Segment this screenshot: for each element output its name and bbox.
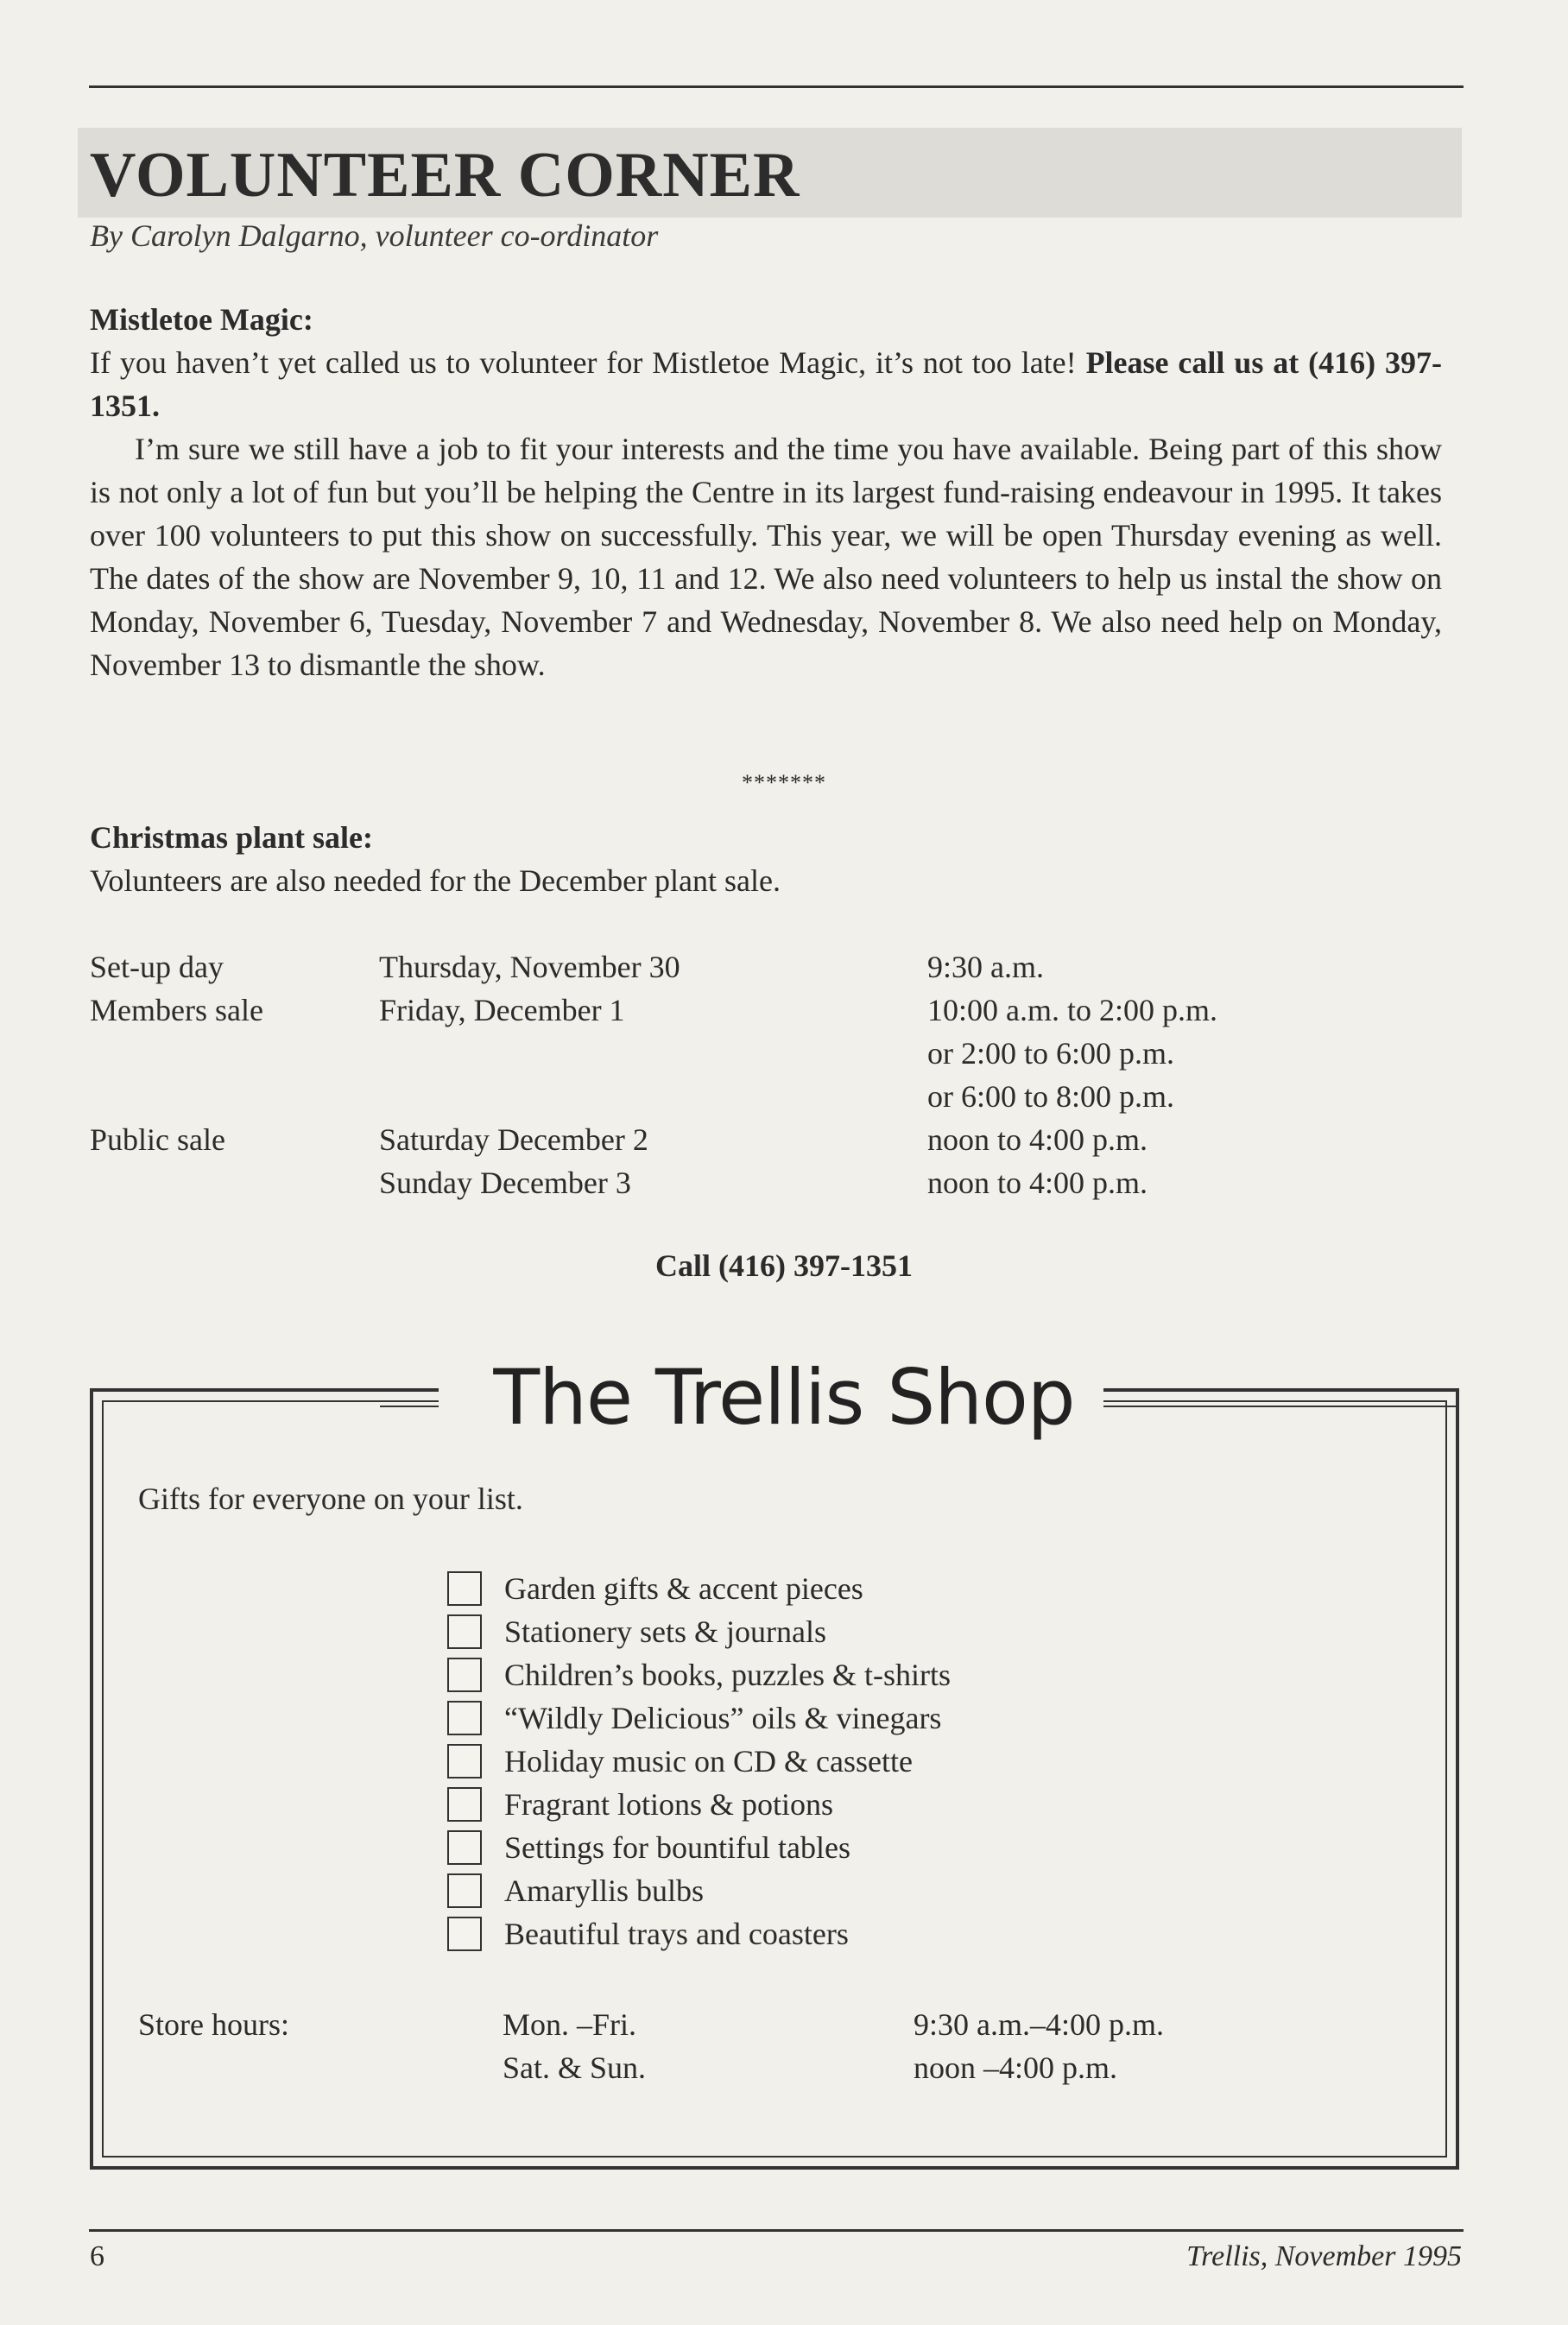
- mistletoe-intro: [90, 341, 1442, 427]
- list-item: [447, 1740, 951, 1783]
- mistletoe-phone: Please call us at (416) 397-1351.: [90, 345, 1442, 423]
- schedule-time: 10:00 a.m. to 2:00 p.m.: [927, 993, 1217, 1027]
- list-item: [447, 1567, 951, 1610]
- top-rule: [89, 85, 1464, 88]
- checkbox-icon: [447, 1917, 482, 1951]
- list-item: [447, 1869, 951, 1912]
- checkbox-icon: [447, 1787, 482, 1822]
- bottom-rule: [89, 2229, 1464, 2232]
- hours-time: 9:30 a.m.–4:00 p.m.: [914, 2007, 1164, 2042]
- checkbox-icon: [447, 1658, 482, 1692]
- trellis-shop-intro: Gifts for everyone on your list.: [138, 1482, 523, 1516]
- schedule-event: Members sale: [90, 993, 263, 1027]
- schedule-date: Sunday December 3: [379, 1166, 631, 1200]
- list-item: [447, 1826, 951, 1869]
- publication-footer: Trellis, November 1995: [1186, 2240, 1462, 2272]
- call-phone: Call (416) 397-1351: [655, 1248, 913, 1283]
- hours-time: noon –4:00 p.m.: [914, 2050, 1118, 2085]
- schedule-time: noon to 4:00 p.m.: [927, 1122, 1148, 1157]
- mistletoe-section: [90, 298, 1442, 686]
- list-item: [447, 1783, 951, 1826]
- store-hours-label: Store hours:: [138, 2007, 289, 2042]
- hours-days: Sat. & Sun.: [503, 2050, 647, 2085]
- list-item-label: “Wildly Delicious” oils & vinegars: [504, 1701, 942, 1735]
- schedule-time: noon to 4:00 p.m.: [927, 1166, 1148, 1200]
- list-item: [447, 1912, 951, 1955]
- schedule-date: Friday, December 1: [379, 993, 625, 1027]
- checkbox-icon: [447, 1744, 482, 1778]
- list-item: [447, 1653, 951, 1696]
- checkbox-icon: [447, 1614, 482, 1649]
- page-title: VOLUNTEER CORNER: [90, 140, 800, 211]
- page-number: 6: [90, 2240, 104, 2272]
- mistletoe-body: I’m sure we still have a job to fit your interests and the time you have available. Being part of this show is not only a lot of fun but you’ll be helping the Centre in its largest fund-raising endeavour in 1995. It takes over 100 volunteers to put this show on successfully. This year, we will be open Thursday evening as well. The dates of the show are November 9, 10, 11 and 12. We also need volunteers to help us instal the show on Monday, November 6, Tuesday, November 7 and Wednesday, November 8. We also need help on Monday, November 13 to dismantle the show.: [90, 432, 1442, 682]
- mistletoe-heading: Mistletoe Magic:: [90, 302, 313, 337]
- plant-sale-heading: Christmas plant sale:: [90, 820, 374, 855]
- schedule-date: Saturday December 2: [379, 1122, 648, 1157]
- list-item-label: Beautiful trays and coasters: [504, 1917, 849, 1951]
- schedule-event: Set-up day: [90, 950, 224, 984]
- list-item: [447, 1610, 951, 1653]
- trellis-shop-title: The Trellis Shop: [493, 1353, 1075, 1442]
- schedule-date: Thursday, November 30: [379, 950, 680, 984]
- schedule-event: Public sale: [90, 1122, 225, 1157]
- byline: By Carolyn Dalgarno, volunteer co-ordinator: [90, 218, 659, 253]
- list-item-label: Amaryllis bulbs: [504, 1873, 704, 1908]
- list-item-label: Garden gifts & accent pieces: [504, 1571, 863, 1606]
- schedule-time: or 2:00 to 6:00 p.m.: [927, 1036, 1174, 1071]
- gift-checklist: [447, 1567, 951, 1955]
- list-item-label: Children’s books, puzzles & t-shirts: [504, 1658, 951, 1692]
- hours-days: Mon. –Fri.: [503, 2007, 637, 2042]
- section-separator: *******: [742, 770, 826, 795]
- mistletoe-intro-text: If you haven’t yet called us to volunteer for Mistletoe Magic, it’s not too late!: [90, 345, 1086, 380]
- list-item: [447, 1696, 951, 1740]
- checkbox-icon: [447, 1571, 482, 1606]
- plant-sale-intro: Volunteers are also needed for the December plant sale.: [90, 863, 781, 898]
- schedule-time: 9:30 a.m.: [927, 950, 1044, 984]
- list-item-label: Fragrant lotions & potions: [504, 1787, 833, 1822]
- checkbox-icon: [447, 1701, 482, 1735]
- plant-sale-section: [90, 816, 1442, 902]
- list-item-label: Settings for bountiful tables: [504, 1830, 850, 1865]
- schedule-time: or 6:00 to 8:00 p.m.: [927, 1079, 1174, 1114]
- checkbox-icon: [447, 1873, 482, 1908]
- checkbox-icon: [447, 1830, 482, 1865]
- list-item-label: Holiday music on CD & cassette: [504, 1744, 913, 1778]
- list-item-label: Stationery sets & journals: [504, 1614, 826, 1649]
